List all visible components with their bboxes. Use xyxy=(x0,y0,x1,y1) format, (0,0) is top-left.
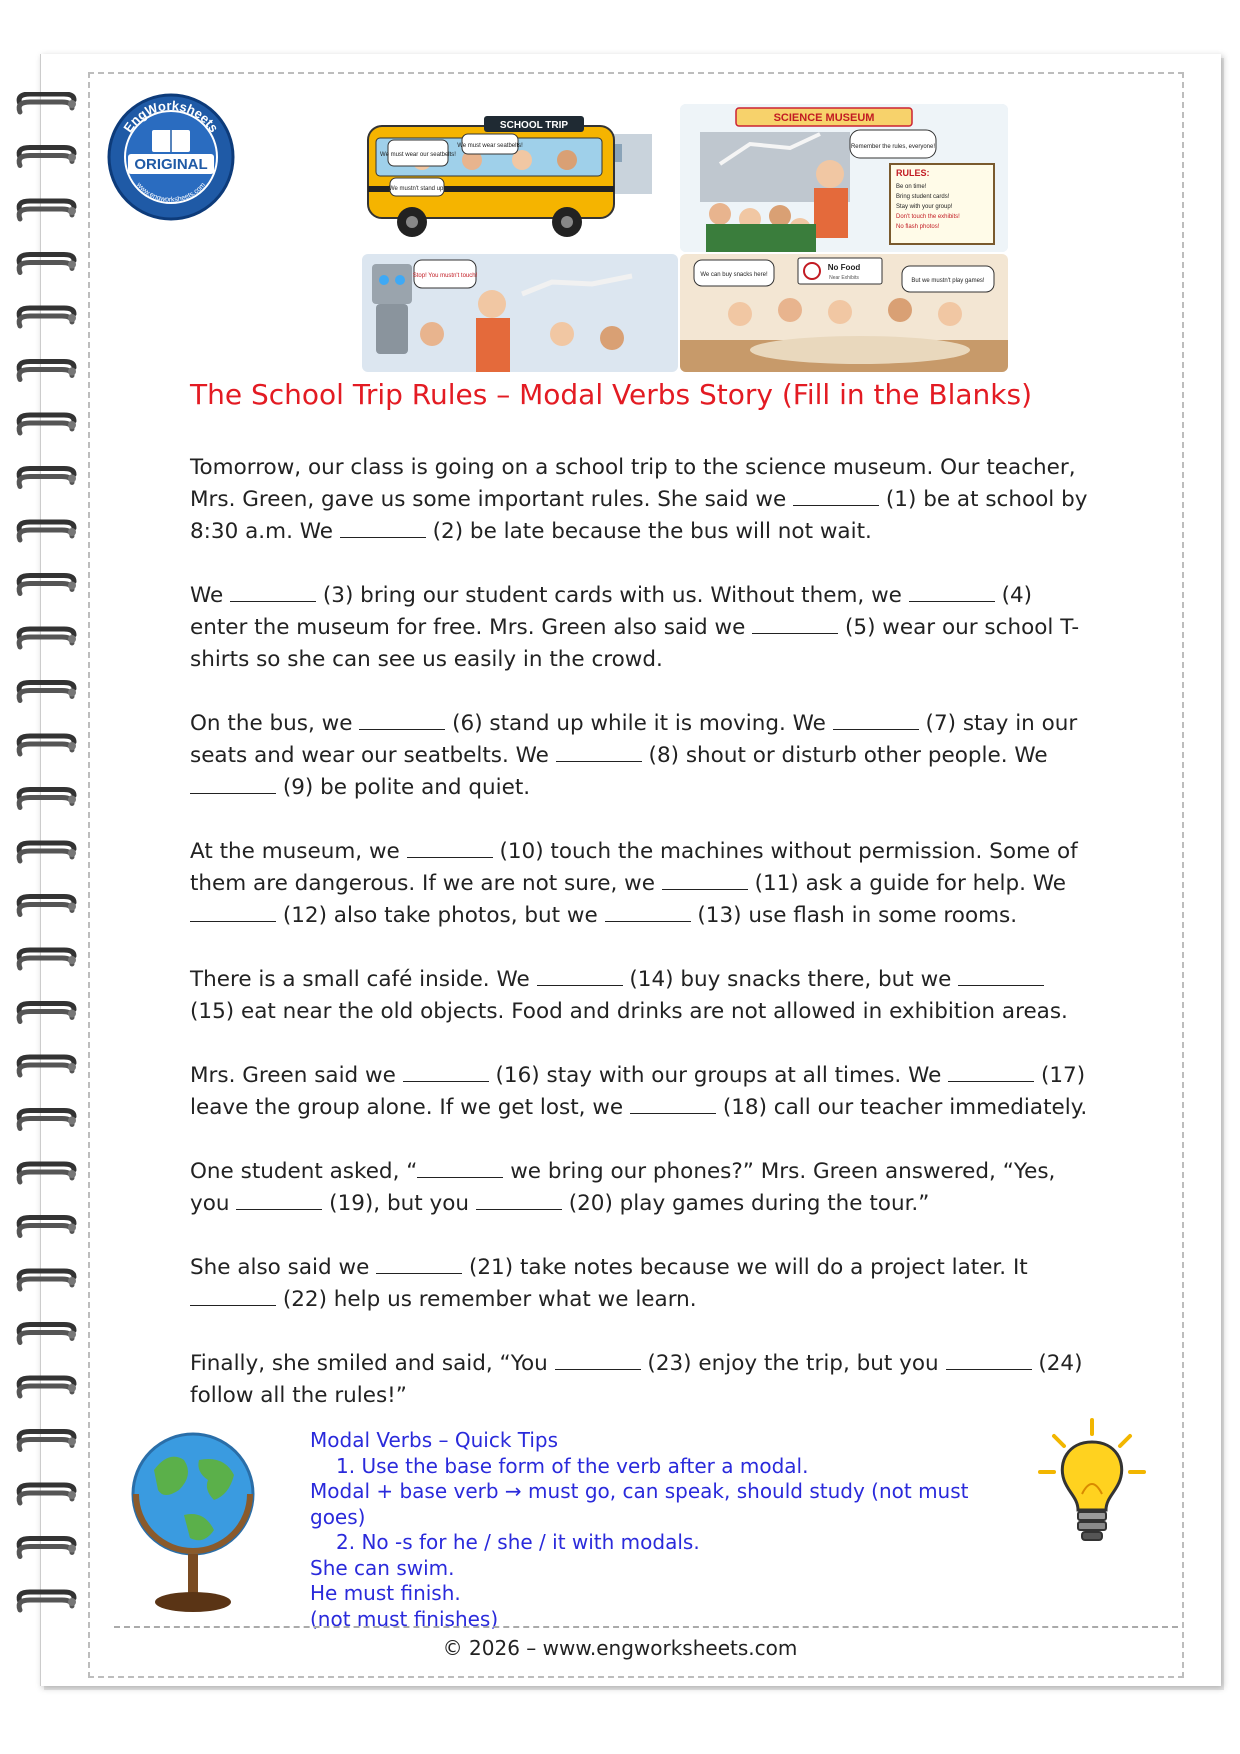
text: (8) shout or disturb other people. We xyxy=(641,743,1048,768)
blank-9[interactable] xyxy=(190,774,276,794)
rule-4: Don't touch the exhibits! xyxy=(896,214,960,220)
cafe-bubble-2: But we mustn't play games! xyxy=(911,278,985,284)
spiral-coil xyxy=(19,1325,76,1343)
blank-7[interactable] xyxy=(833,710,919,730)
tip-example-3: (not must finishes) xyxy=(310,1606,499,1631)
logo-brand: EngWorksheets xyxy=(120,97,222,136)
text: (11) ask a guide for help. We xyxy=(747,871,1066,896)
story-text xyxy=(190,452,1090,1444)
illustrations-grid xyxy=(362,104,1008,372)
spiral-coil xyxy=(19,1271,76,1289)
text: On the bus, we xyxy=(190,711,360,736)
bus-bubble-1: We must wear our seatbelts! xyxy=(380,152,456,158)
text: Finally, she smiled and said, “You xyxy=(190,1351,555,1376)
text: (24) follow all the rules!” xyxy=(190,1351,1083,1408)
paragraph-1 xyxy=(190,452,1090,548)
logo-url: www.engworksheets.com xyxy=(134,181,208,204)
text: (18) call our teacher immediately. xyxy=(715,1095,1088,1120)
quick-tips xyxy=(310,1428,1030,1632)
spiral-coil xyxy=(19,1057,76,1075)
spiral-coil xyxy=(19,1485,76,1503)
museum-cafe-illustration xyxy=(680,254,1008,372)
spiral-coil xyxy=(19,683,76,701)
blank-23[interactable] xyxy=(555,1350,641,1370)
blank-24[interactable] xyxy=(946,1350,1032,1370)
spiral-coil xyxy=(19,469,76,487)
cafe-sign-sub: Near Exhibits xyxy=(829,275,859,281)
blank-22[interactable] xyxy=(190,1286,276,1306)
blank-16[interactable] xyxy=(403,1062,489,1082)
rule-1: Be on time! xyxy=(896,184,927,190)
blank-14[interactable] xyxy=(537,966,623,986)
text: (22) help us remember what we learn. xyxy=(276,1287,697,1312)
blank-17[interactable] xyxy=(948,1062,1034,1082)
blank-8[interactable] xyxy=(556,742,642,762)
spiral-coil xyxy=(19,843,76,861)
blank-10[interactable] xyxy=(407,838,493,858)
tip-example-1: She can swim. xyxy=(310,1555,455,1580)
spiral-coil xyxy=(19,950,76,968)
blank-20[interactable] xyxy=(476,1190,562,1210)
text: we bring our phones?” Mrs. Green answered, “Yes, you xyxy=(190,1159,1056,1216)
engworksheets-logo xyxy=(106,92,236,222)
spiral-binding xyxy=(14,92,78,1652)
cafe-bubble-1: We can buy snacks here! xyxy=(700,272,768,278)
paragraph-5 xyxy=(190,964,1090,1028)
text: One student asked, “ xyxy=(190,1159,418,1184)
paragraph-7 xyxy=(190,1156,1090,1220)
spiral-coil xyxy=(19,629,76,647)
blank-2[interactable] xyxy=(340,518,426,538)
rules-title: RULES: xyxy=(896,168,930,178)
text: (15) eat near the old objects. Food and drinks are not allowed in exhibition areas. xyxy=(190,999,1068,1024)
text: There is a small café inside. We xyxy=(190,967,537,992)
paragraph-2 xyxy=(190,580,1090,676)
spiral-coil xyxy=(19,736,76,754)
text: Mrs. Green said we xyxy=(190,1063,403,1088)
spiral-coil xyxy=(19,576,76,594)
text: (1) be at school by 8:30 a.m. We xyxy=(190,487,1088,544)
text: (21) take notes because we will do a project later. It xyxy=(462,1255,1028,1280)
spiral-coil xyxy=(19,1164,76,1182)
blank-15[interactable] xyxy=(958,966,1044,986)
tip-1: 1. Use the base form of the verb after a modal. xyxy=(336,1453,809,1478)
text: (4) enter the museum for free. Mrs. Green also said we xyxy=(190,583,1033,640)
robot-exhibit-illustration xyxy=(362,254,678,372)
spiral-coil xyxy=(19,362,76,380)
footer-divider xyxy=(114,1626,1178,1628)
paragraph-3 xyxy=(190,708,1090,804)
text: (6) stand up while it is moving. We xyxy=(445,711,833,736)
tip-rule-line: Modal + base verb → must go, can speak, should study (not must goes) xyxy=(310,1479,969,1529)
globe-icon xyxy=(124,1420,262,1620)
text: (5) wear our school T-shirts so she can see us easily in the crowd. xyxy=(190,615,1080,672)
text: (7) stay in our seats and wear our seatbelts. We xyxy=(190,711,1078,768)
text: (9) be polite and quiet. xyxy=(276,775,531,800)
blank-4[interactable] xyxy=(909,582,995,602)
tip-2: 2. No -s for he / she / it with modals. xyxy=(336,1530,700,1554)
rule-5: No flash photos! xyxy=(896,224,940,230)
text: At the museum, we xyxy=(190,839,407,864)
text: (17) leave the group alone. If we get lost, we xyxy=(190,1063,1086,1120)
blank-21[interactable] xyxy=(376,1254,462,1274)
text: (3) bring our student cards with us. Without them, we xyxy=(316,583,909,608)
paragraph-8 xyxy=(190,1252,1090,1316)
text: We xyxy=(190,583,231,608)
spiral-coil xyxy=(19,1004,76,1022)
rule-2: Bring student cards! xyxy=(896,194,950,200)
text: (19), but you xyxy=(322,1191,476,1216)
text: (14) buy snacks there, but we xyxy=(622,967,959,992)
bus-bubble-3: We mustn't stand up! xyxy=(388,186,446,192)
spiral-coil xyxy=(19,308,76,326)
paragraph-9 xyxy=(190,1348,1090,1412)
museum-sign: SCIENCE MUSEUM xyxy=(773,112,875,124)
blank-12[interactable] xyxy=(190,902,276,922)
paragraph-4 xyxy=(190,836,1090,932)
spiral-coil xyxy=(19,1218,76,1236)
spiral-coil xyxy=(19,94,76,112)
text: She also said we xyxy=(190,1255,377,1280)
lightbulb-icon xyxy=(1032,1414,1152,1564)
blank-18[interactable] xyxy=(630,1094,716,1114)
rule-3: Stay with your group! xyxy=(896,204,953,210)
blank-19[interactable] xyxy=(236,1190,322,1210)
spiral-coil xyxy=(19,255,76,273)
blank-question[interactable] xyxy=(417,1158,503,1178)
text: (16) stay with our groups at all times. We xyxy=(488,1063,949,1088)
blank-5[interactable] xyxy=(752,614,838,634)
spiral-coil xyxy=(19,201,76,219)
spiral-coil xyxy=(19,522,76,540)
text: (10) touch the machines without permission. Some of them are dangerous. If we are not sure, we xyxy=(190,839,1078,896)
school-bus-illustration xyxy=(362,114,662,244)
text: (20) play games during the tour.” xyxy=(561,1191,930,1216)
spiral-coil xyxy=(19,1539,76,1557)
footer-copyright: © 2026 – www.engworksheets.com xyxy=(442,1636,798,1660)
tip-example-2: He must finish. xyxy=(310,1581,461,1605)
blank-6[interactable] xyxy=(359,710,445,730)
blank-11[interactable] xyxy=(662,870,748,890)
spiral-coil xyxy=(19,148,76,166)
text: (23) enjoy the trip, but you xyxy=(640,1351,946,1376)
cafe-sign: No Food xyxy=(827,263,861,272)
tips-heading: Modal Verbs – Quick Tips xyxy=(310,1428,559,1452)
bus-bubble-2: We must wear seatbelts! xyxy=(457,143,523,149)
robot-bubble: Stop! You mustn't touch! xyxy=(412,273,478,279)
spiral-coil xyxy=(19,897,76,915)
blank-13[interactable] xyxy=(605,902,691,922)
text: Tomorrow, our class is going on a school trip to the science museum. Our teacher, Mrs. Green, gave us some important rules. She said we xyxy=(190,455,1076,512)
blank-3[interactable] xyxy=(230,582,316,602)
teacher-bubble: Remember the rules, everyone! xyxy=(850,144,936,150)
text: (2) be late because the bus will not wait. xyxy=(425,519,872,544)
spiral-coil xyxy=(19,1432,76,1450)
blank-1[interactable] xyxy=(793,486,879,506)
spiral-coil xyxy=(19,790,76,808)
paragraph-6 xyxy=(190,1060,1090,1124)
text: (13) use flash in some rooms. xyxy=(690,903,1018,928)
spiral-coil xyxy=(19,1592,76,1610)
worksheet-title: The School Trip Rules – Modal Verbs Story (Fill in the Blanks) xyxy=(190,378,1032,411)
text: (12) also take photos, but we xyxy=(276,903,605,928)
spiral-coil xyxy=(19,1111,76,1129)
science-museum-illustration xyxy=(680,104,1008,252)
logo-badge: ORIGINAL xyxy=(134,156,208,173)
spiral-coil xyxy=(19,1378,76,1396)
spiral-coil xyxy=(19,415,76,433)
bus-sign: SCHOOL TRIP xyxy=(499,120,569,131)
